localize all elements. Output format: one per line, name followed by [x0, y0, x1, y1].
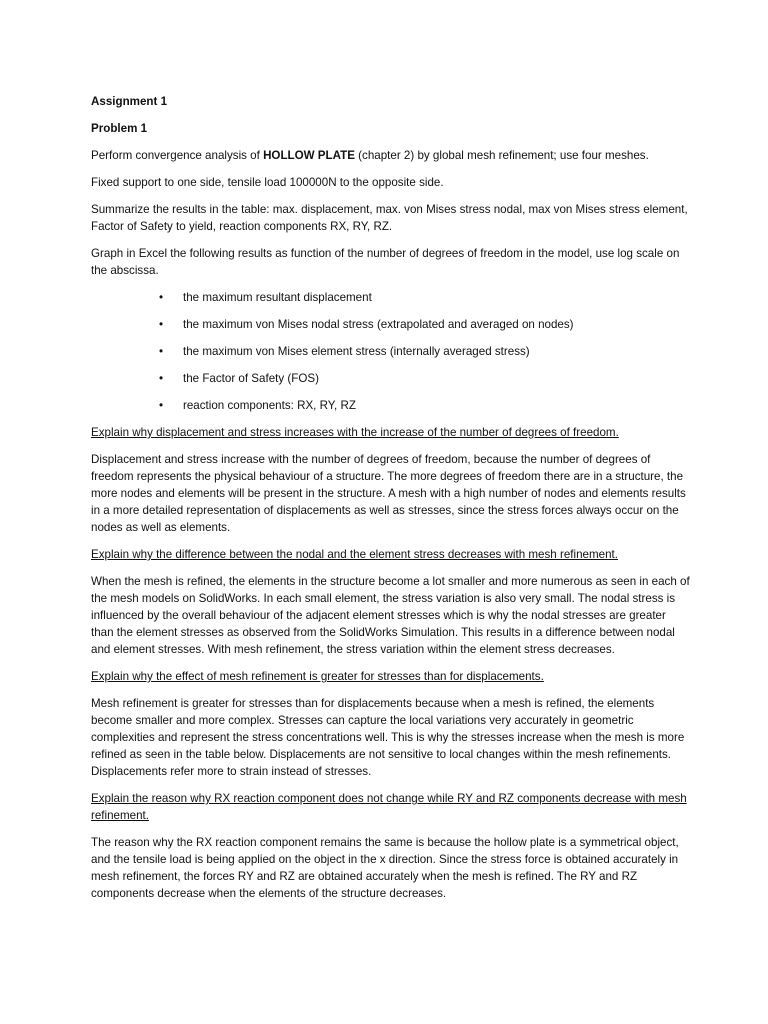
- answer-2: When the mesh is refined, the elements in the structure become a lot smaller and more numerous as seen in each of the mesh models on SolidWorks. In each small element, the stress variation is also very small. The nodal stress is influenced by the overall behaviour of the adjacent element stresses which is why the nodal stresses are greater than the element stresses as observed from the SolidWorks Simulation. This results in a difference between nodal and element stresses. With mesh refinement, the stress variation within the element stress decreases.: [91, 575, 690, 656]
- answer-4: The reason why the RX reaction component remains the same is because the hollow plate is a symmetrical object, and the tensile load is being applied on the object in the x direction. Since the stress force is obtained accurately in mesh refinement, the forces RY and RZ are obtained accurately when the mesh is refined. The RY and RZ components decrease when the elements of the structure decreases.: [91, 836, 679, 900]
- task-paragraph: [91, 147, 691, 164]
- question-3: Explain why the effect of mesh refinement is greater for stresses than for displacements.: [91, 670, 544, 683]
- bullet-item: [91, 370, 691, 387]
- support-paragraph: Fixed support to one side, tensile load 100000N to the opposite side.: [91, 176, 444, 189]
- results-bullet-list: [91, 289, 691, 414]
- assignment-title: Assignment 1: [91, 95, 168, 108]
- problem-title: Problem 1: [91, 122, 148, 135]
- bullet-text: the Factor of Safety (FOS): [183, 372, 319, 385]
- bullet-dot: •: [159, 291, 164, 304]
- bullet-text: the maximum resultant displacement: [183, 291, 372, 304]
- bullet-item: [91, 397, 691, 414]
- bullet-text: reaction components: RX, RY, RZ: [183, 399, 356, 412]
- task-suffix: (chapter 2) by global mesh refinement; use four meshes.: [354, 149, 649, 162]
- bullet-dot: •: [159, 399, 164, 412]
- graph-paragraph: Graph in Excel the following results as function of the number of degrees of freedom in the model, use log scale on the abscissa.: [91, 247, 680, 277]
- bullet-item: [91, 316, 691, 333]
- bullet-item: [91, 289, 691, 306]
- question-4: Explain the reason why RX reaction component does not change while RY and RZ components decrease with mesh refinement.: [91, 792, 687, 822]
- answer-1: Displacement and stress increase with the number of degrees of freedom, because the number of degrees of freedom represents the physical behaviour of a structure. The more degrees of freedom there are in a structure, the more nodes and elements will be present in the structure. A mesh with a high number of nodes and elements results in a more detailed representation of displacements as well as stresses, since the stress forces always occur on the nodes as well as elements.: [91, 453, 686, 534]
- document-body: [91, 93, 691, 912]
- bullet-dot: •: [159, 318, 164, 331]
- task-bold-subject: HOLLOW PLATE: [263, 149, 355, 162]
- bullet-dot: •: [159, 372, 164, 385]
- question-1: Explain why displacement and stress increases with the increase of the number of degrees of freedom.: [91, 426, 619, 439]
- question-2: Explain why the difference between the nodal and the element stress decreases with mesh refinement.: [91, 548, 618, 561]
- bullet-text: the maximum von Mises element stress (internally averaged stress): [183, 345, 530, 358]
- summary-paragraph: Summarize the results in the table: max. displacement, max. von Mises stress nodal, max von Mises stress element, Factor of Safety to yield, reaction components RX, RY, RZ.: [91, 203, 688, 233]
- task-prefix: Perform convergence analysis of: [91, 149, 264, 162]
- bullet-dot: •: [159, 345, 164, 358]
- bullet-text: the maximum von Mises nodal stress (extrapolated and averaged on nodes): [183, 318, 574, 331]
- bullet-item: [91, 343, 691, 360]
- answer-3: Mesh refinement is greater for stresses than for displacements because when a mesh is refined, the elements become smaller and more complex. Stresses can capture the local variations very accurately in geometric complexities and represent the stress concentrations well. This is why the stresses increase when the mesh is more refined as seen in the table below. Displacements are not sensitive to local changes within the mesh refinements. Displacements refer more to strain instead of stresses.: [91, 697, 685, 778]
